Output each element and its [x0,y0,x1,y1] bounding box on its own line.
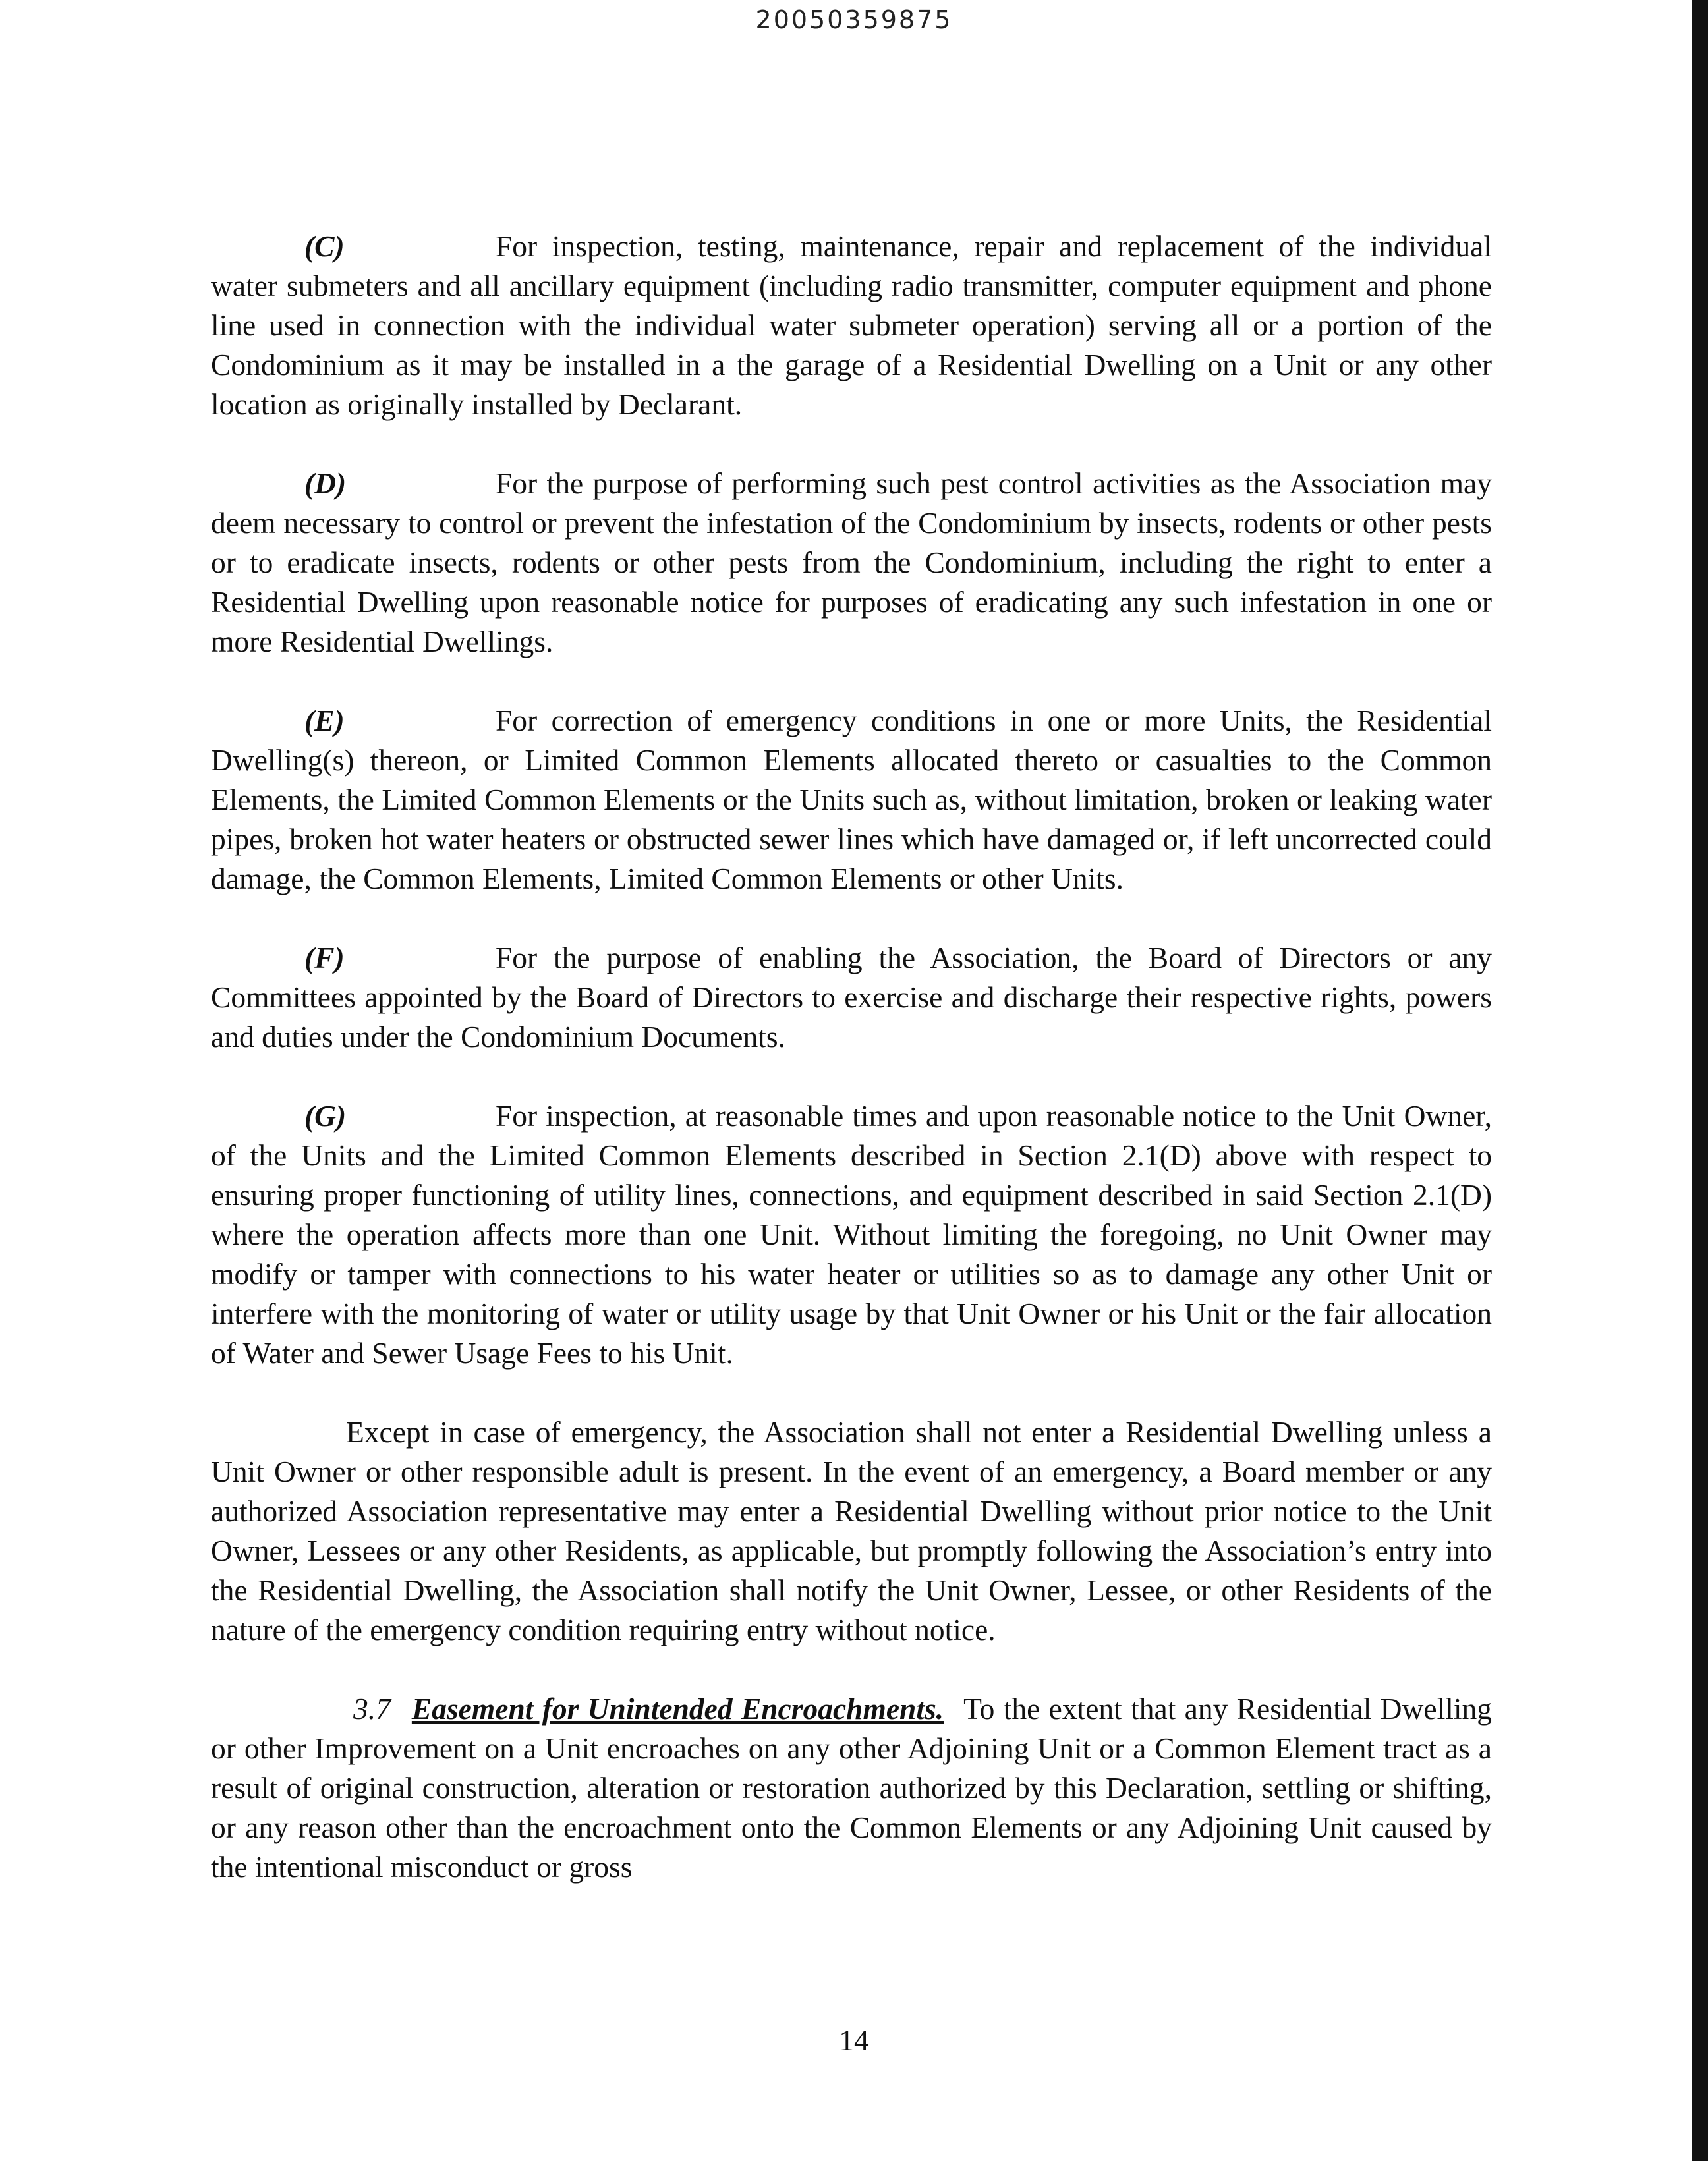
section-3-7 [211,1689,1492,1887]
section-number: 3.7 [353,1692,391,1726]
paragraph-text: Except in case of emergency, the Association shall not enter a Residential Dwelling unless a Unit Owner or other responsible adult is present. In the event of an emergency, a Board member or any authorized Association representative may enter a Residential Dwelling without prior notice to the Unit Owner, Lessees or any other Residents, as applicable, but promptly following the Association’s entry into the Residential Dwelling, the Association shall notify the Unit Owner, Lessee, or other Residents of the nature of the emergency condition requiring entry without notice. [211,1415,1492,1646]
paragraph-text: For the purpose of performing such pest control activities as the Association may deem necessary to control or prevent the infestation of the Condominium by insects, rodents or other pests or to eradicate insects, rodents or other pests from the Condominium, including the right to enter a Residential Dwelling upon reasonable notice for purposes of eradicating any such infestation in one or more Residential Dwellings. [211,466,1492,658]
paragraph-label: (F) [304,941,345,974]
paragraph-text: For inspection, testing, maintenance, repair and replacement of the individual water submeters and all ancillary equipment (including radio transmitter, computer equipment and phone line used in connection with the individual water submeter operation) serving all or a portion of the Condominium as it may be installed in a the garage of a Residential Dwelling on a Unit or any other location as originally installed by Declarant. [211,229,1492,421]
paragraph-e [211,701,1492,899]
paragraph-emergency-entry [211,1413,1492,1650]
document-number: 20050359875 [755,5,953,34]
page-number: 14 [839,2023,869,2057]
paragraph-text: For the purpose of enabling the Association, the Board of Directors or any Committees appointed by the Board of Directors to exercise and discharge their respective rights, powers and duties under the Condominium Documents. [211,941,1492,1053]
paragraph-f [211,938,1492,1057]
paragraph-label: (D) [304,466,347,500]
paragraph-label: (G) [304,1099,347,1133]
paragraph-text: For inspection, at reasonable times and upon reasonable notice to the Unit Owner, of the Units and the Limited Common Elements described in Section 2.1(D) above with respect to ensuring proper functioning of utility lines, connections, and equipment described in said Section 2.1(D) where the operation affects more than one Unit. Without limiting the foregoing, no Unit Owner may modify or tamper with connections to his water heater or utilities so as to damage any other Unit or interfere with the monitoring of water or utility usage by that Unit Owner or his Unit or the fair allocation of Water and Sewer Usage Fees to his Unit. [211,1099,1492,1370]
section-title: Easement for Unintended Encroachments. [411,1692,944,1726]
page-body [211,227,1492,1926]
paragraph-d [211,464,1492,661]
paragraph-label: (E) [304,704,345,737]
paragraph-c [211,227,1492,424]
paragraph-label: (C) [304,229,345,263]
paragraph-g [211,1096,1492,1373]
paragraph-text: For correction of emergency conditions in one or more Units, the Residential Dwelling(s) thereon, or Limited Common Elements allocated thereto or casualties to the Common Elements, the Limited Common Elements or the Units such as, without limitation, broken or leaking water pipes, broken hot water heaters or obstructed sewer lines which have damaged or, if left uncorrected could damage, the Common Elements, Limited Common Elements or other Units. [211,704,1492,895]
section-text: To the extent that any Residential Dwelling or other Improvement on a Unit encroaches on any other Adjoining Unit or a Common Element tract as a result of original construction, alteration or restoration authorized by this Declaration, settling or shifting, or any reason other than the encroachment onto the Common Elements or any Adjoining Unit caused by the intentional misconduct or gross [211,1692,1492,1884]
scan-edge-border [1692,0,1708,2161]
